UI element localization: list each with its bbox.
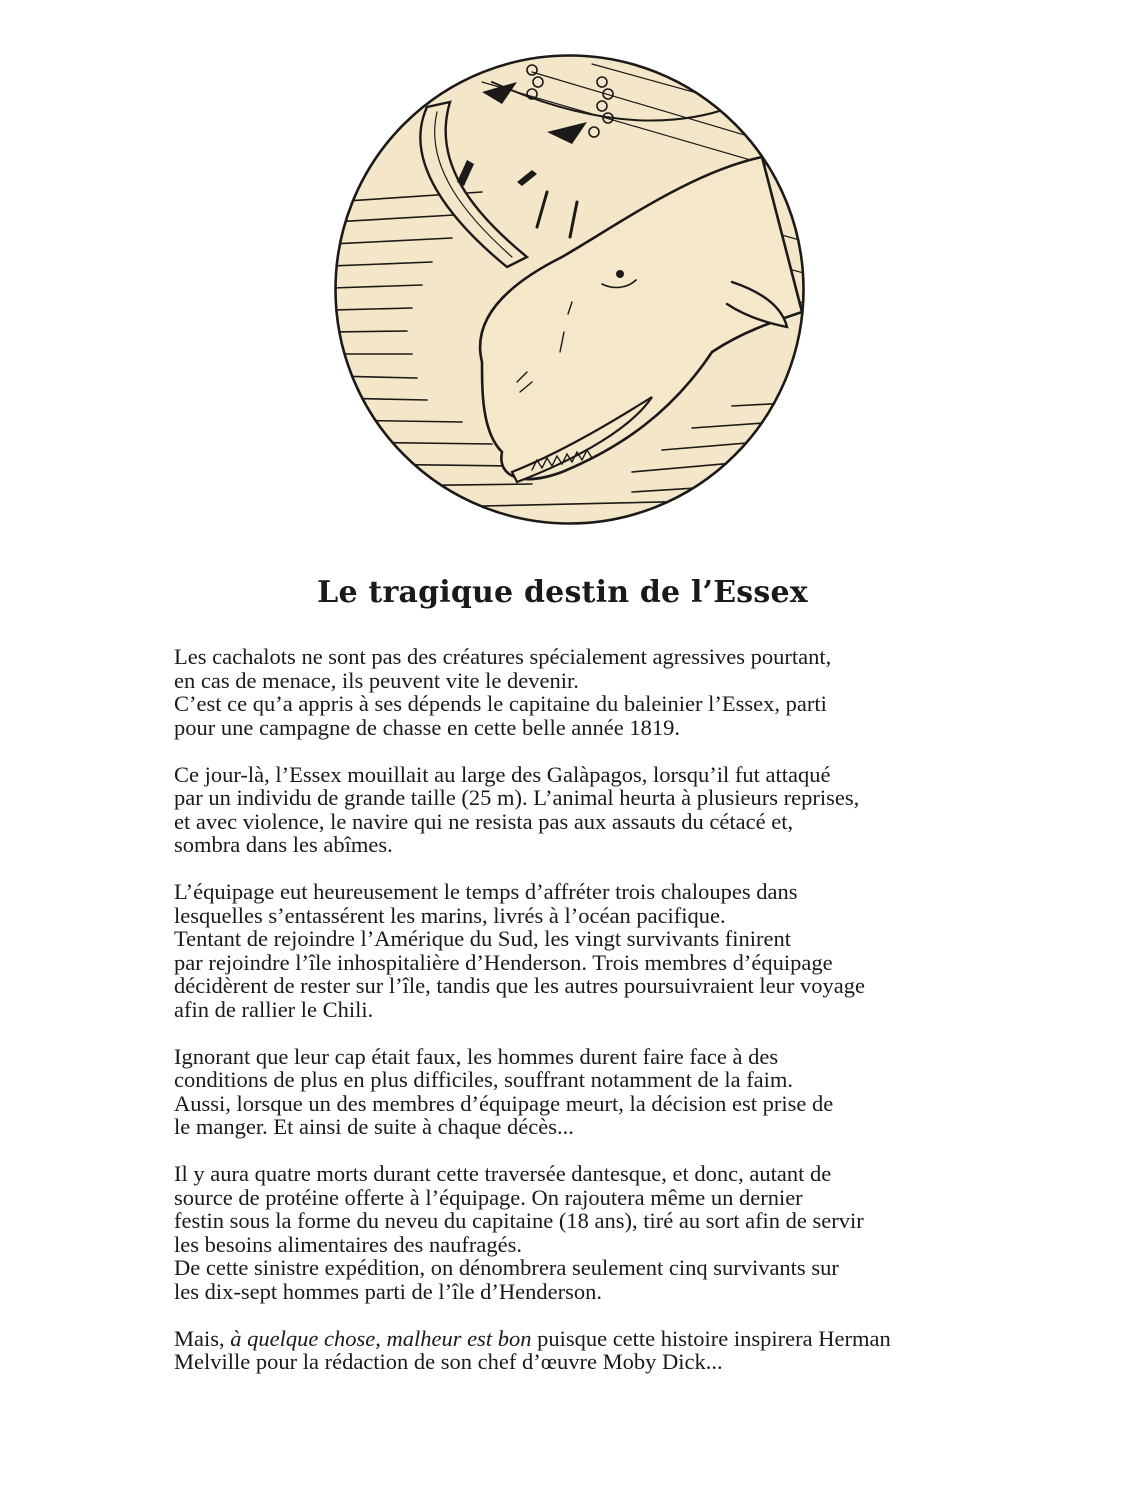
text-line: source de protéine offerte à l’équipage. On rajoutera même un dernier	[174, 1184, 803, 1210]
text-line: pour une campagne de chasse en cette belle année 1819.	[174, 714, 681, 740]
closing-suffix: puisque cette histoire inspirera Herman	[531, 1325, 891, 1351]
text-line: le manger. Et ainsi de suite à chaque décès...	[174, 1114, 574, 1139]
text-line: afin de rallier le Chili.	[174, 996, 374, 1022]
text-line: les dix-sept hommes parti de l’île d’Henderson.	[174, 1278, 603, 1304]
text-line: Aussi, lorsque un des membres d’équipage meurt, la décision est prise de	[174, 1090, 834, 1116]
text-line: festin sous la forme du neveu du capitaine (18 ans), tiré au sort afin de servir	[174, 1208, 864, 1233]
text-line: conditions de plus en plus difficiles, souffrant notamment de la faim.	[174, 1067, 794, 1092]
text-line: sombra dans les abîmes.	[174, 832, 393, 857]
text-line: par rejoindre l’île inhospitalière d’Henderson. Trois membres d’équipage	[174, 949, 833, 975]
article-title: Le tragique destin de l’Essex	[317, 575, 808, 610]
text-line: Il y aura quatre morts durant cette traversée dantesque, et donc, autant de	[174, 1161, 832, 1186]
whale-eye	[616, 270, 624, 278]
text-line: Melville pour la rédaction de son chef d’œuvre Moby Dick...	[174, 1349, 723, 1374]
whale-illustration	[332, 52, 807, 527]
text-line: en cas de menace, ils peuvent vite le devenir.	[174, 667, 579, 693]
text-line: Tentant de rejoindre l’Amérique du Sud, les vingt survivants finirent	[174, 926, 792, 951]
text-line: De cette sinistre expédition, on dénombrera seulement cinq survivants sur	[174, 1255, 839, 1280]
paragraph	[174, 1162, 994, 1303]
text-line: L’équipage eut heureusement le temps d’affréter trois chaloupes dans	[174, 879, 798, 904]
closing-line	[174, 1327, 994, 1351]
text-line: Ce jour-là, l’Essex mouillait au large des Galàpagos, lorsqu’il fut attaqué	[174, 761, 831, 787]
paragraph	[174, 763, 994, 857]
text-line: et avec violence, le navire qui ne resista pas aux assauts du cétacé et,	[174, 808, 794, 834]
text-line: les besoins alimentaires des naufragés.	[174, 1231, 523, 1257]
closing-paragraph	[174, 1327, 994, 1374]
text-line: Les cachalots ne sont pas des créatures spécialement agressives pourtant,	[174, 644, 832, 669]
text-line: décidèrent de rester sur l’île, tandis que les autres poursuivraient leur voyage	[174, 973, 865, 998]
paragraph	[174, 645, 994, 739]
text-line: Ignorant que leur cap était faux, les hommes durent faire face à des	[174, 1043, 779, 1069]
text-line: C’est ce qu’a appris à ses dépends le capitaine du baleinier l’Essex, parti	[174, 691, 827, 716]
closing-prefix: Mais,	[174, 1325, 231, 1351]
article-body	[174, 645, 994, 1397]
text-line: par un individu de grande taille (25 m). L’animal heurta à plusieurs reprises,	[174, 785, 860, 810]
proverb-emphasis: à quelque chose, malheur est bon	[230, 1325, 532, 1351]
paragraph	[174, 1045, 994, 1139]
text-line: lesquelles s’entassérent les marins, livrés à l’océan pacifique.	[174, 902, 726, 928]
paragraph	[174, 880, 994, 1021]
